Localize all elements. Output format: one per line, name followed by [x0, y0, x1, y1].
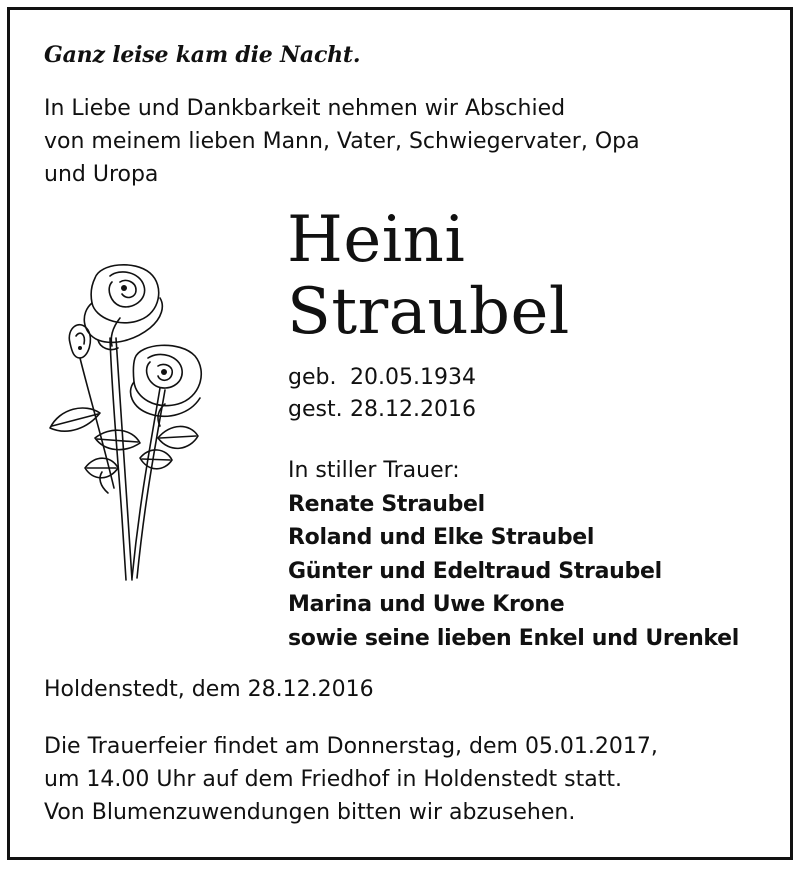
death-row: [288, 394, 476, 426]
intro-line: und Uropa: [44, 162, 159, 187]
funeral-notice: [44, 730, 658, 829]
first-name: Heini: [287, 203, 466, 277]
motto: Ganz leise kam die Nacht.: [44, 42, 361, 68]
birth-row: [288, 362, 476, 394]
mourner-name: Marina und Uwe Krone: [288, 592, 565, 617]
mourner-name: Roland und Elke Straubel: [288, 525, 595, 550]
mourners-heading: In stiller Trauer:: [288, 458, 460, 483]
died-date: 28.12.2016: [350, 397, 476, 422]
born-label: geb.: [288, 365, 337, 390]
intro-line: von meinem lieben Mann, Vater, Schwiegervater, Opa: [44, 129, 640, 154]
notice-line: Die Trauerfeier findet am Donnerstag, dem 05.01.2017,: [44, 734, 658, 759]
born-date: 20.05.1934: [350, 365, 476, 390]
roses-illustration-icon: [40, 258, 210, 588]
mourners-block: [288, 454, 739, 655]
life-dates: [288, 362, 476, 426]
notice-line: um 14.00 Uhr auf dem Friedhof in Holdenstedt statt.: [44, 767, 622, 792]
intro-line: In Liebe und Dankbarkeit nehmen wir Abschied: [44, 96, 566, 121]
last-name: Straubel: [287, 275, 570, 349]
notice-line: Von Blumenzuwendungen bitten wir abzusehen.: [44, 800, 576, 825]
deceased-name: [287, 204, 570, 348]
place-date: Holdenstedt, dem 28.12.2016: [44, 677, 374, 702]
mourner-name: Günter und Edeltraud Straubel: [288, 558, 662, 584]
mourner-name: sowie seine lieben Enkel und Urenkel: [288, 625, 740, 651]
died-label: gest.: [288, 397, 343, 422]
mourner-name: Renate Straubel: [288, 491, 485, 517]
intro-text: [44, 92, 744, 191]
